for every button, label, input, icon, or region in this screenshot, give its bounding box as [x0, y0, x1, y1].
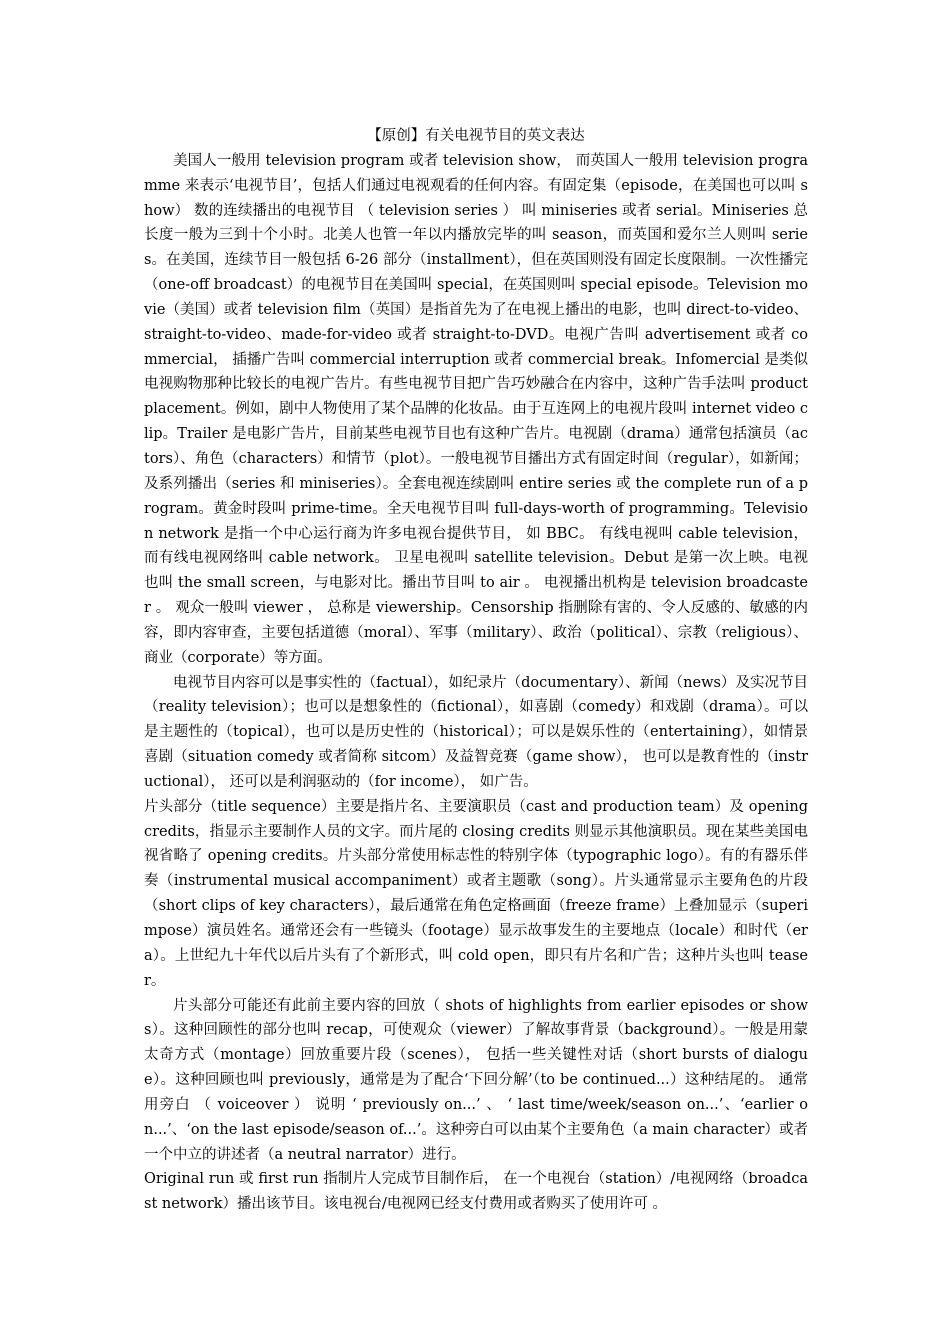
document-title: 【原创】有关电视节目的英文表达 [367, 128, 585, 144]
paragraph-recap: 片头部分可能还有此前主要内容的回放（ shots of highlights from earlier episodes or shows）。这种回顾性的部分也叫 recap，可使观众（viewer）了解故事背景（background）。一般是用蒙太奇方式（montage）回放重要片段（scenes）， 包括一些关键性对话（short bursts of dialogue）。这种回顾也叫 previously，通常是为了配合‘下回分解’（to be continued...）这种结尾的。 通常用旁白 （ voiceover ） 说明 ‘ previously on...’ 、 ‘ last time/week/season on...’、‘earlier on...’、‘on the last episode/season of...’。这种旁白可以由某个主要角色（a main character）或者一个中立的讲述者（a neutral narrator）进行。 [144, 997, 808, 1163]
paragraph-original-run: Original run 或 first run 指制片人完成节目制作后， 在一个电视台（station）/电视网络（broadcast network）播出该节目。该电视台/电视网已经支付费用或者购买了使用许可 。 [144, 1171, 808, 1213]
paragraph-television-program-terms: 美国人一般用 television program 或者 television show， 而英国人一般用 television programme 来表示‘电视节目’，包括人们通过电视观看的任何内容。有固定集（episode，在美国也可以叫 show） 数的连续播出的电视节目 （ television series ） 叫 miniseries 或者 serial。Miniseries 总长度一般为三到十个小时。北美人也管一年以内播放完毕的叫 season，而英国和爱尔兰人则叫 series。在美国，连续节目一般包括 6-26 部分（installment），但在英国则没有固定长度限制。一次性播完（one-off broadcast）的电视节目在美国叫 special，在英国则叫 special episode。Television movie（美国）或者 television film（英国）是指首先为了在电视上播出的电影，也叫 direct-to-video、straight-to-video、made-for-video 或者 straight-to-DVD。电视广告叫 advertisement 或者 commercial， 插播广告叫 commercial interruption 或者 commercial break。Infomercial 是类似电视购物那种比较长的电视广告片。有些电视节目把广告巧妙融合在内容中，这种广告手法叫 product placement。例如，剧中人物使用了某个品牌的化妆品。由于互连网上的电视片段叫 internet video clip。Trailer 是电影广告片，目前某些电视节目也有这种广告片。电视剧（drama）通常包括演员（actors）、角色（characters）和情节（plot）。一般电视节目播出方式有固定时间（regular），如新闻；及系列播出（series 和 miniseries）。全套电视连续剧叫 entire series 或 the complete run of a program。黄金时段叫 prime-time。全天电视节目叫 full-days-worth of programming。Television network 是指一个中心运行商为许多电视台提供节目， 如 BBC。 有线电视叫 cable television， 而有线电视网络叫 cable network。 卫星电视叫 satellite television。Debut 是第一次上映。电视也叫 the small screen，与电影对比。播出节目叫 to air 。 电视播出机构是 television broadcaster 。 观众一般叫 viewer ， 总称是 viewership。Censorship 指删除有害的、令人反感的、敏感的内容，即内容审查，主要包括道德（moral）、军事（military）、政治（political）、宗教（religious）、商业（corporate）等方面。 [144, 152, 808, 666]
document-page [144, 124, 808, 1217]
paragraph-title-sequence: 片头部分（title sequence）主要是指片名、主要演职员（cast and production team）及 opening credits，指显示主要制作人员的文字。而片尾的 closing credits 则显示其他演职员。现在某些美国电视省略了 opening credits。片头部分常使用标志性的特别字体（typographic logo）。有的有器乐伴奏（instrumental musical accompaniment）或者主题歌（song）。片头通常显示主要角色的片段（short clips of key characters），最后通常在角色定格画面（freeze frame）上叠加显示（superimpose）演员姓名。通常还会有一些镜头（footage）显示故事发生的主要地点（locale）和时代（era）。上世纪九十年代以后片头有了个新形式，叫 cold open，即只有片名和广告；这种片头也叫 teaser。 [144, 798, 808, 989]
paragraph-program-content-types: 电视节目内容可以是事实性的（factual），如纪录片（documentary）、新闻（news）及实况节目（reality television）；也可以是想象性的（fictional），如喜剧（comedy）和戏剧（drama）。可以是主题性的（topical），也可以是历史性的（historical）；可以是娱乐性的（entertaining），如情景喜剧（situation comedy 或者简称 sitcom）及益智竞赛（game show）， 也可以是教育性的（instructional）， 还可以是利润驱动的（for income）， 如广告。 [144, 674, 808, 790]
